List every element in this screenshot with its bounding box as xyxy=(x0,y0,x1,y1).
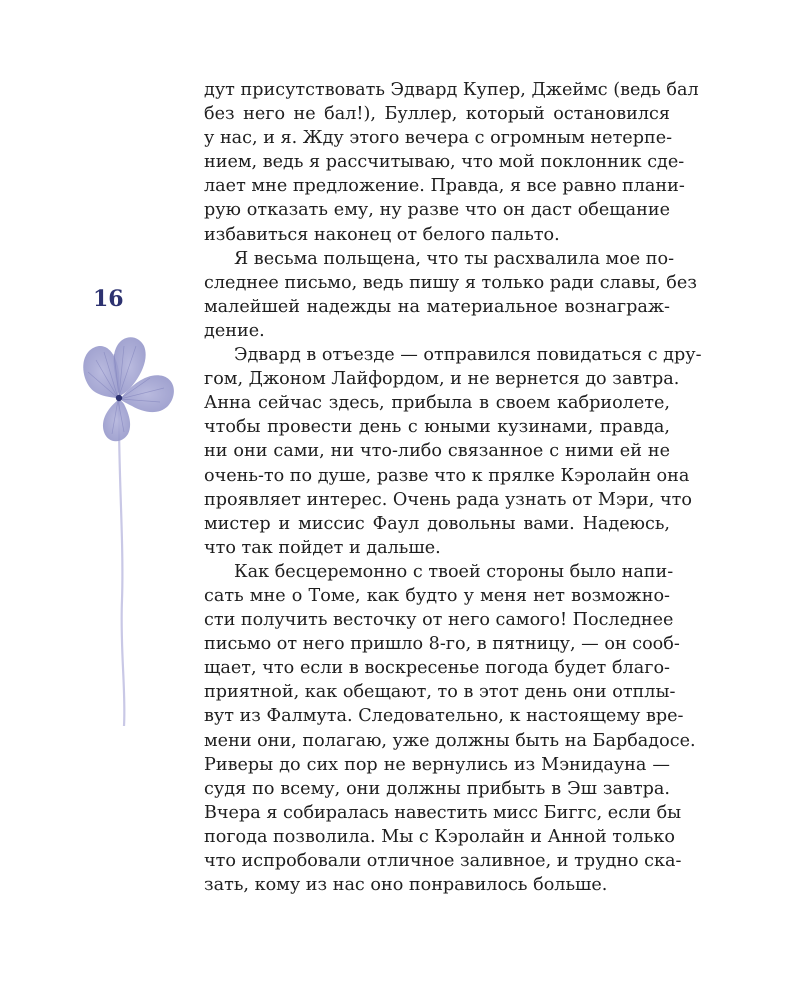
text-line: письмо от него пришло 8-го, в пятницу, — он сооб- xyxy=(204,634,680,655)
text-line: Как бесцеремонно с твоей стороны было напи- xyxy=(234,561,674,582)
text-line: зать, кому из нас оно понравилось больше. xyxy=(204,875,608,896)
text-line: ни они сами, ни что-либо связанное с ними ей не xyxy=(204,441,670,462)
text-line: Анна сейчас здесь, прибыла в своем кабриолете, xyxy=(204,393,670,414)
text-line: лает мне предложение. Правда, я все равно плани- xyxy=(204,176,685,197)
page-number: 16 xyxy=(93,286,124,312)
text-line: у нас, и я. Жду этого вечера с огромным нетерпе- xyxy=(204,128,673,149)
text-line: погода позволила. Мы с Кэролайн и Анной только xyxy=(204,826,675,847)
text-line: вут из Фалмута. Следовательно, к настоящему вре- xyxy=(204,706,684,727)
flower-petal-bottom xyxy=(103,400,130,441)
text-line: что испробовали отличное заливное, и трудно ска- xyxy=(204,851,682,871)
text-line: дут присутствовать Эдвард Купер, Джеймс (ведь бал xyxy=(204,80,699,100)
text-line: дение. xyxy=(204,320,265,341)
text-line: Вчера я собиралась навестить мисс Биггс, если бы xyxy=(204,802,682,823)
text-line: малейшей надежды на материальное вознаграж- xyxy=(204,296,670,317)
text-line: судя по всему, они должны прибыть в Эш завтра. xyxy=(204,778,670,799)
text-line: мистер и миссис Фаул довольны вами. Надеюсь, xyxy=(204,513,670,534)
text-line: сать мне о Томе, как будто у меня нет возможно- xyxy=(204,585,670,606)
text-line: щает, что если в воскресенье погода будет благо- xyxy=(204,658,670,679)
text-line: сти получить весточку от него самого! Последнее xyxy=(204,610,674,631)
text-line: рую отказать ему, ну разве что он даст обещание xyxy=(204,200,670,221)
text-line: Эдвард в отъезде — отправился повидаться с дру- xyxy=(234,345,702,366)
text-line: что так пойдет и дальше. xyxy=(204,537,441,558)
text-line: мени они, полагаю, уже должны быть на Барбадосе. xyxy=(204,730,696,751)
text-line: нием, ведь я рассчитываю, что мой поклонник сде- xyxy=(204,152,685,173)
text-line: без него не бал!), Буллер, который остановился xyxy=(204,104,670,125)
text-line: Я весьма польщена, что ты расхвалила мое по- xyxy=(234,248,675,269)
text-line: избавиться наконец от белого пальто. xyxy=(204,224,560,245)
flower-stem xyxy=(119,398,125,726)
flower-petal-left xyxy=(83,346,119,398)
text-line: очень-то по душе, разве что к прялке Кэролайн она xyxy=(204,465,690,486)
text-line: следнее письмо, ведь пишу я только ради славы, без xyxy=(204,272,697,293)
text-line: проявляет интерес. Очень рада узнать от Мэри, что xyxy=(204,489,692,510)
text-line: Риверы до сих пор не вернулись из Мэнидауна — xyxy=(204,754,670,775)
body-text xyxy=(204,78,702,897)
flower-center xyxy=(116,395,122,401)
text-line: приятной, как обещают, то в этот день они отплы- xyxy=(204,682,676,703)
text-line: гом, Джоном Лайфордом, и не вернется до завтра. xyxy=(204,369,680,390)
text-line: чтобы провести день с юными кузинами, правда, xyxy=(204,417,670,438)
